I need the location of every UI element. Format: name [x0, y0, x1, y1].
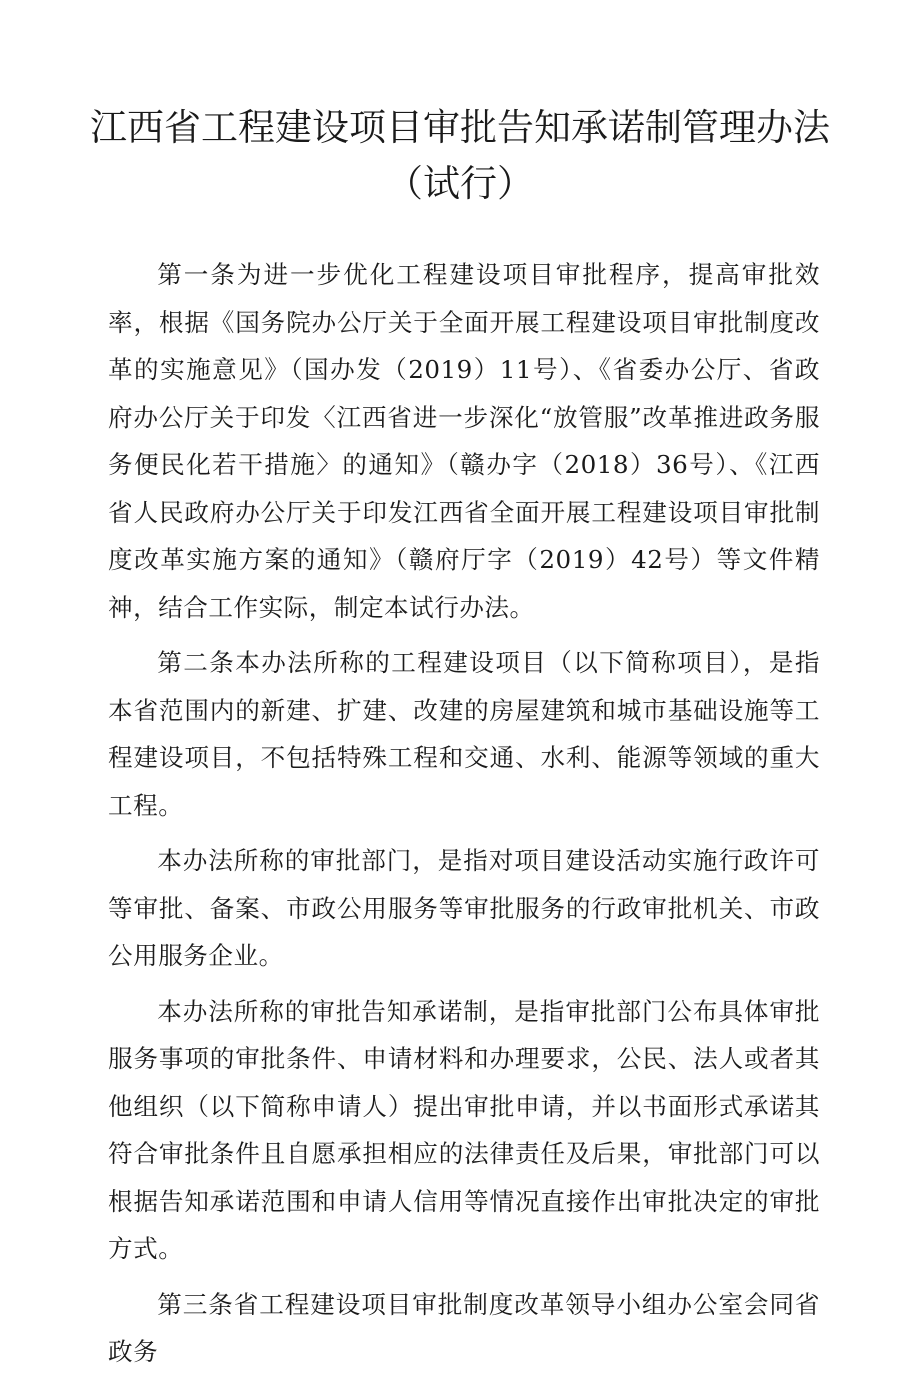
paragraph-article-2: 第二条本办法所称的工程建设项目（以下简称项目），是指本省范围内的新建、扩建、改建的房屋建筑和城市基础设施等工程建设项目，不包括特殊工程和交通、水利、能源等领域的重大工程。 — [108, 648, 820, 820]
paragraph-notification-commitment: 本办法所称的审批告知承诺制，是指审批部门公布具体审批服务事项的审批条件、申请材料和办理要求，公民、法人或者其他组织（以下简称申请人）提出审批申请，并以书面形式承诺其符合审批条件且自愿承担相应的法律责任及后果，审批部门可以根据告知承诺范围和申请人信用等情况直接作出审批决定的审批方式。 — [108, 996, 820, 1263]
document-title — [0, 100, 920, 212]
paragraph-approval-department: 本办法所称的审批部门，是指对项目建设活动实施行政许可等审批、备案、市政公用服务等审批服务的行政审批机关、市政公用服务企业。 — [108, 846, 820, 970]
title-subtitle: （试行） — [386, 162, 534, 205]
paragraph-article-3: 第三条省工程建设项目审批制度改革领导小组办公室会同省政务 — [108, 1289, 820, 1366]
paragraph-article-1: 第一条为进一步优化工程建设项目审批程序，提高审批效率，根据《国务院办公厅关于全面开展工程建设项目审批制度改革的实施意见》（国办发（2019）11号）、《省委办公厅、省政府办公厅关于印发〈江西省进一步深化“放管服”改革推进政务服务便民化若干措施〉的通知》（赣办字（2018）36号）、《江西省人民政府办公厅关于印发江西省全面开展工程建设项目审批制度改革实施方案的通知》（赣府厅字（2019）42号）等文件精神，结合工作实际，制定本试行办法。 — [108, 260, 820, 622]
document-body — [108, 251, 820, 1376]
title-main: 江西省工程建设项目审批告知承诺制管理办法 — [90, 106, 830, 149]
